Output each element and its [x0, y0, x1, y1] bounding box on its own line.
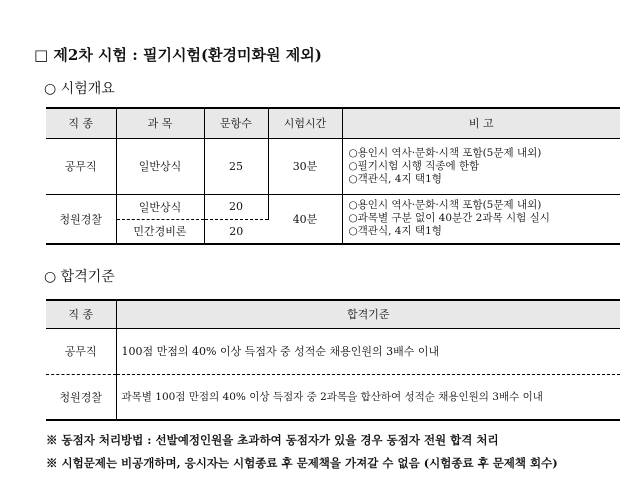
note-line: ○과목별 구분 없이 40분간 2과목 시험 실시 [348, 212, 550, 225]
table-header-row [46, 300, 620, 328]
note-line: ○객관식, 4지 택1형 [348, 172, 442, 185]
job-cell: 청원경찰 [46, 194, 116, 244]
footnote: ※ 시험문제는 비공개하며, 응시자는 시험종료 후 문제책을 가져갈 수 없음 (시험종료 후 문제책 회수) [46, 456, 558, 470]
table-row [46, 374, 620, 420]
count-cell: 25 [204, 138, 268, 194]
notes-cell [342, 138, 620, 194]
footnote: ※ 동점자 처리방법 : 선발예정인원을 초과하여 동점자가 있을 경우 동점자 전원 합격 처리 [46, 433, 499, 447]
note-line: ○용인시 역사·문화·시책 포함(5문제 내외) [348, 146, 542, 159]
table-row [46, 328, 620, 374]
table-row [46, 138, 620, 194]
note-line: ○용인시 역사·문화·시책 포함(5문제 내외) [348, 199, 542, 212]
subject-cell: 일반상식 [116, 194, 204, 219]
overview-title: ○ 시험개요 [44, 81, 115, 97]
header-criterion: 합격기준 [116, 300, 620, 328]
subject-cell: 일반상식 [116, 138, 204, 194]
time-cell: 40분 [268, 194, 342, 244]
count-cell: 20 [204, 194, 268, 219]
job-cell: 공무직 [46, 328, 116, 374]
note-line: ○필기시험 시행 직종에 한함 [348, 159, 480, 172]
count-cell: 20 [229, 224, 244, 238]
pass-criteria-table [46, 299, 620, 421]
criteria-title: ○ 합격기준 [44, 269, 115, 285]
table-row [46, 194, 620, 219]
header-notes: 비 고 [342, 108, 620, 138]
criterion-cell: 100점 만점의 40% 이상 득점자 중 성적순 채용인원의 3배수 이내 [116, 328, 620, 374]
exam-overview-table [46, 107, 620, 245]
time-cell: 30분 [268, 138, 342, 194]
criterion-cell: 과목별 100점 만점의 40% 이상 득점자 중 2과목을 합산하여 성적순 채용인원의 3배수 이내 [121, 391, 543, 404]
header-time: 시험시간 [268, 108, 342, 138]
section-title: □ 제2차 시험 : 필기시험(환경미화원 제외) [34, 46, 322, 64]
job-cell: 공무직 [46, 138, 116, 194]
job-cell: 청원경찰 [46, 374, 116, 420]
header-job: 직 종 [46, 108, 116, 138]
subject-cell: 민간경비론 [116, 219, 204, 244]
header-subject: 과 목 [116, 108, 204, 138]
table-header-row [46, 108, 620, 138]
header-count: 문항수 [204, 108, 268, 138]
note-line: ○객관식, 4지 택1형 [348, 225, 442, 238]
notes-cell [342, 194, 620, 244]
header-job: 직 종 [46, 300, 116, 328]
